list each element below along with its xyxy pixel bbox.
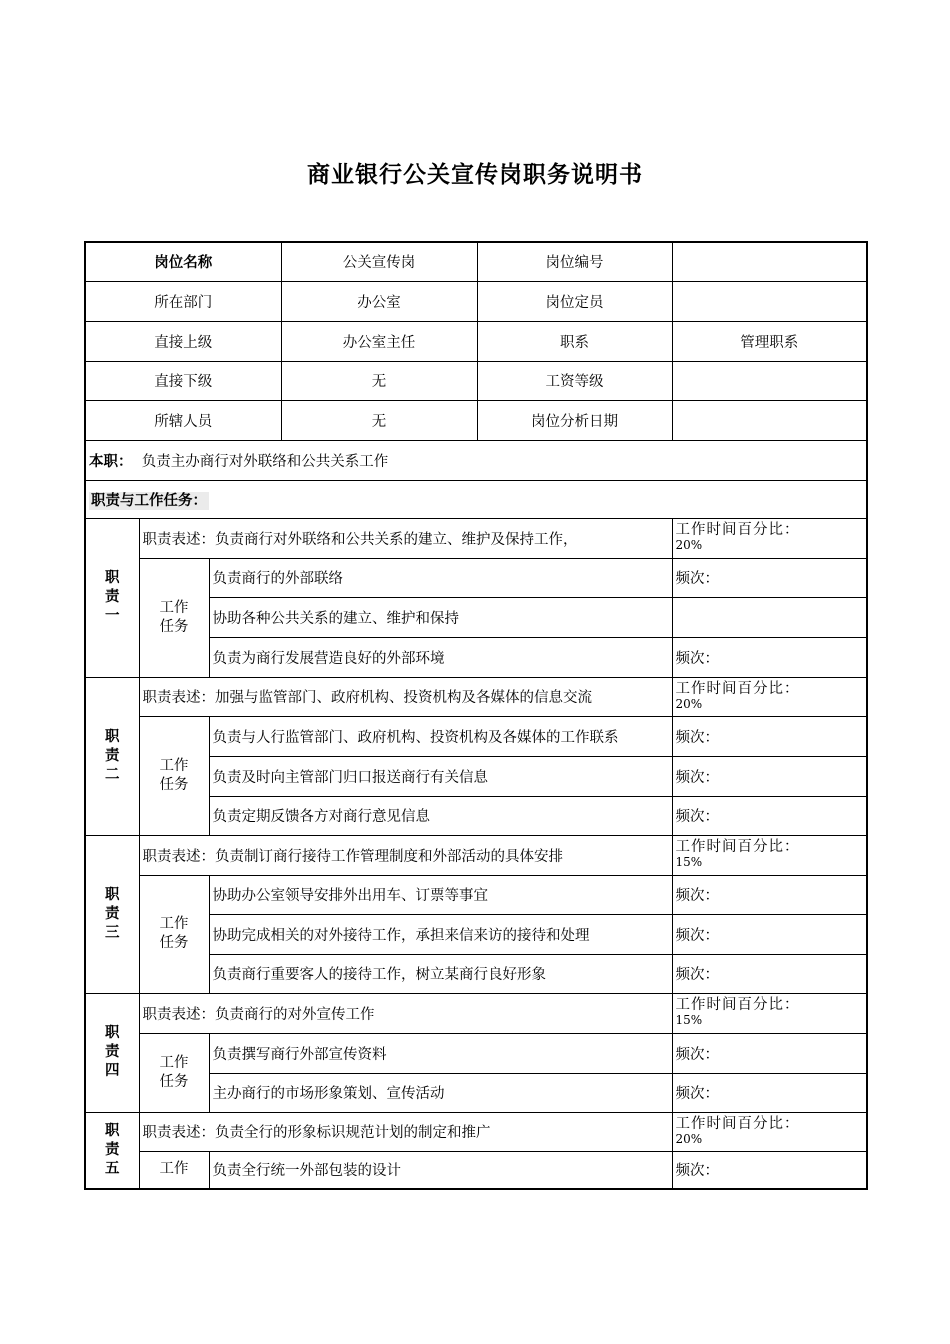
task-freq: 频次： <box>672 637 867 677</box>
duty-5-pct-cell <box>672 1112 867 1151</box>
pct-label: 工作时间百分比： <box>675 997 800 1013</box>
task-freq: 频次： <box>672 914 867 954</box>
task-row <box>85 1151 867 1189</box>
core-text: 负责主办商行对外联络和公共关系工作 <box>141 453 389 470</box>
post-name-value: 公关宣传岗 <box>281 242 477 281</box>
duties-header: 职责与工作任务： <box>91 492 207 509</box>
info-row <box>85 281 867 321</box>
duty-1-label <box>85 518 139 677</box>
series-label: 职系 <box>477 321 672 361</box>
post-name-label: 岗位名称 <box>85 242 281 281</box>
duty-3-pct-cell <box>672 835 867 875</box>
task-freq: 频次： <box>672 1151 867 1189</box>
task-row <box>85 1033 867 1073</box>
staff-value: 无 <box>281 400 477 440</box>
dept-value: 办公室 <box>281 281 477 321</box>
task-label <box>139 716 209 835</box>
pct-label: 工作时间百分比： <box>675 839 800 855</box>
task-freq: 频次： <box>672 875 867 914</box>
task-label-text: 工作任务 <box>159 1054 189 1090</box>
task-text: 负责商行重要客人的接待工作，树立某商行良好形象 <box>209 954 672 993</box>
duty-5-pct: 20% <box>675 1131 703 1146</box>
document-title: 商业银行公关宣传岗职务说明书 <box>307 162 643 188</box>
duty-2-desc: 职责表述：加强与监管部门、政府机构、投资机构及各媒体的信息交流 <box>139 677 672 716</box>
date-label: 岗位分析日期 <box>477 400 672 440</box>
task-freq: 频次： <box>672 716 867 756</box>
task-freq: 频次： <box>672 954 867 993</box>
task-text: 负责为商行发展营造良好的外部环境 <box>209 637 672 677</box>
duty-5-label <box>85 1112 139 1189</box>
duty-1-pct-cell <box>672 518 867 558</box>
task-label-text: 工作任务 <box>159 916 189 951</box>
task-freq: 频次： <box>672 796 867 835</box>
duty-4-name: 职责四 <box>105 1025 120 1079</box>
duty-1-desc: 职责表述：负责商行对外联络和公共关系的建立、维护及保持工作， <box>139 518 672 558</box>
task-row <box>85 716 867 756</box>
duty-3-pct: 15% <box>675 855 703 869</box>
quota-label: 岗位定员 <box>477 281 672 321</box>
duty-3-label <box>85 835 139 993</box>
info-row <box>85 400 867 440</box>
dept-label: 所在部门 <box>85 281 281 321</box>
duties-header-cell <box>85 480 867 518</box>
duty-2-pct-cell <box>672 677 867 716</box>
info-row <box>85 242 867 281</box>
task-freq <box>672 597 867 637</box>
duty-2-label <box>85 677 139 835</box>
task-freq: 频次： <box>672 756 867 796</box>
duty-desc-row <box>85 518 867 558</box>
task-text: 协助各种公共关系的建立、维护和保持 <box>209 597 672 637</box>
core-label: 本职： <box>89 453 133 470</box>
task-label-text: 工作任务 <box>159 599 189 635</box>
duties-header-row <box>85 480 867 518</box>
duty-desc-row <box>85 1112 867 1151</box>
grade-value <box>672 361 867 400</box>
task-text: 协助办公室领导安排外出用车、订票等事宜 <box>209 875 672 914</box>
task-row <box>85 875 867 914</box>
duty-1-pct: 20% <box>675 538 703 552</box>
pct-label: 工作时间百分比： <box>675 680 800 697</box>
duty-3-desc: 职责表述：负责制订商行接待工作管理制度和外部活动的具体安排 <box>139 835 672 875</box>
core-row <box>85 440 867 480</box>
duty-desc-row <box>85 677 867 716</box>
task-text: 负责定期反馈各方对商行意见信息 <box>209 796 672 835</box>
superior-value: 办公室主任 <box>281 321 477 361</box>
duty-4-label <box>85 993 139 1112</box>
task-label <box>139 875 209 993</box>
staff-label: 所辖人员 <box>85 400 281 440</box>
task-label <box>139 558 209 677</box>
task-text: 负责及时向主管部门归口报送商行有关信息 <box>209 756 672 796</box>
subordinate-value: 无 <box>281 361 477 400</box>
task-freq: 频次： <box>672 1073 867 1112</box>
duty-4-desc: 职责表述：负责商行的对外宣传工作 <box>139 993 672 1033</box>
series-value: 管理职系 <box>672 321 867 361</box>
duty-4-pct-cell <box>672 993 867 1033</box>
duty-3-name: 职责三 <box>105 886 120 941</box>
subordinate-label: 直接下级 <box>85 361 281 400</box>
task-text: 负责商行的外部联络 <box>209 558 672 597</box>
duty-5-name: 职责五 <box>105 1122 120 1177</box>
task-freq: 频次： <box>672 1033 867 1073</box>
job-description-table <box>84 241 868 1190</box>
info-row <box>85 361 867 400</box>
duty-2-name: 职责二 <box>105 728 120 783</box>
core-cell <box>85 440 867 480</box>
duty-1-name: 职责一 <box>105 570 120 624</box>
task-text: 负责撰写商行外部宣传资料 <box>209 1033 672 1073</box>
post-no-value <box>672 242 867 281</box>
task-row <box>85 558 867 597</box>
pct-label: 工作时间百分比： <box>675 522 800 538</box>
task-text: 主办商行的市场形象策划、宣传活动 <box>209 1073 672 1112</box>
quota-value <box>672 281 867 321</box>
duty-2-pct: 20% <box>675 696 703 711</box>
duty-desc-row <box>85 835 867 875</box>
duty-desc-row <box>85 993 867 1033</box>
task-text: 负责全行统一外部包装的设计 <box>209 1151 672 1189</box>
pct-label: 工作时间百分比： <box>675 1115 800 1132</box>
post-no-label: 岗位编号 <box>477 242 672 281</box>
task-label: 工作 <box>139 1151 209 1189</box>
task-text: 协助完成相关的对外接待工作，承担来信来访的接待和处理 <box>209 914 672 954</box>
duty-5-desc: 职责表述：负责全行的形象标识规范计划的制定和推广 <box>139 1112 672 1151</box>
task-label <box>139 1033 209 1112</box>
duty-4-pct: 15% <box>675 1013 703 1027</box>
date-value <box>672 400 867 440</box>
task-text: 负责与人行监管部门、政府机构、投资机构及各媒体的工作联系 <box>209 716 672 756</box>
info-row <box>85 321 867 361</box>
superior-label: 直接上级 <box>85 321 281 361</box>
grade-label: 工资等级 <box>477 361 672 400</box>
task-freq: 频次： <box>672 558 867 597</box>
task-label-text: 工作任务 <box>159 757 189 793</box>
